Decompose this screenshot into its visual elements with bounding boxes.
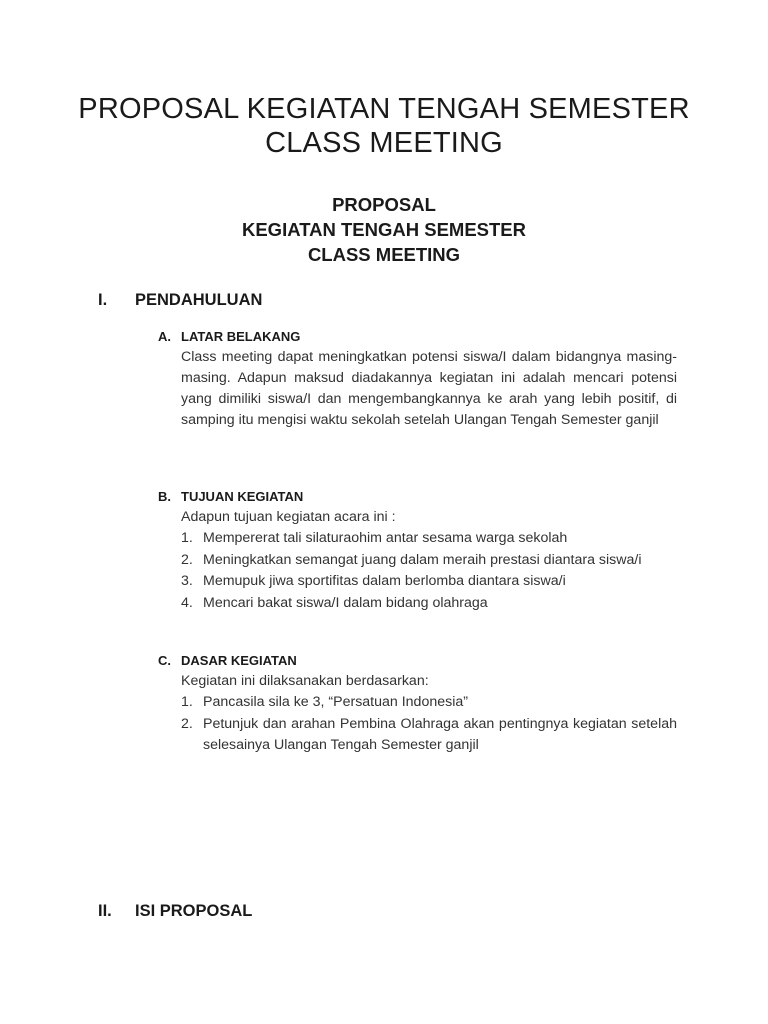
document-subtitle xyxy=(60,192,708,267)
dasar-intro: Kegiatan ini dilaksanakan berdasarkan: xyxy=(181,673,429,689)
subsection-letter: C. xyxy=(158,653,171,668)
subsection-heading-latar-belakang xyxy=(158,329,300,344)
list-item: 2. Petunjuk dan arahan Pembina Olahraga akan pentingnya kegiatan setelah selesainya Ulangan Tengah Semester ganjil xyxy=(181,715,677,753)
document-title-line-2: CLASS MEETING xyxy=(265,127,503,159)
list-item: 1. Pancasila sila ke 3, “Persatuan Indonesia” xyxy=(181,694,468,710)
dasar-list xyxy=(181,692,677,757)
document-title xyxy=(60,92,708,160)
subsection-title: LATAR BELAKANG xyxy=(181,329,301,344)
subsection-letter: A. xyxy=(158,329,171,344)
section-heading-pendahuluan xyxy=(98,291,262,310)
subsection-title: TUJUAN KEGIATAN xyxy=(181,489,304,504)
subsection-letter: B. xyxy=(158,489,171,504)
section-number: I. xyxy=(98,291,108,309)
document-title-line-1: PROPOSAL KEGIATAN TENGAH SEMESTER xyxy=(78,93,690,125)
subtitle-line-3: CLASS MEETING xyxy=(307,244,461,265)
list-item: 3. Memupuk jiwa sportifitas dalam berlomba diantara siswa/i xyxy=(181,573,566,589)
subsection-heading-tujuan-kegiatan xyxy=(158,489,303,504)
tujuan-list xyxy=(181,528,677,614)
section-title: ISI PROPOSAL xyxy=(135,902,253,920)
section-heading-isi-proposal xyxy=(98,902,252,921)
list-item: 1. Mempererat tali silaturaohim antar sesama warga sekolah xyxy=(181,530,568,546)
tujuan-intro: Adapun tujuan kegiatan acara ini : xyxy=(181,509,396,525)
list-item: 4. Mencari bakat siswa/I dalam bidang olahraga xyxy=(181,594,488,611)
subtitle-line-2: KEGIATAN TENGAH SEMESTER xyxy=(241,219,527,240)
list-item: 2. Meningkatkan semangat juang dalam meraih prestasi diantara siswa/i xyxy=(181,551,642,568)
section-title: PENDAHULUAN xyxy=(135,291,263,309)
subsection-heading-dasar-kegiatan xyxy=(158,653,297,668)
subsection-title: DASAR KEGIATAN xyxy=(181,653,297,668)
section-number: II. xyxy=(98,902,112,920)
latar-belakang-paragraph: Class meeting dapat meningkatkan potensi siswa/I dalam bidangnya masing-masing. Adapun maksud diadakannya kegiatan ini adalah mencari potensi yang dimiliki siswa/I dan mengembangkannya ke arah yang lebih positif, di samping itu mengisi waktu sekolah setelah Ulangan Tengah Semester ganjil xyxy=(181,349,677,428)
subtitle-line-1: PROPOSAL xyxy=(332,194,436,215)
